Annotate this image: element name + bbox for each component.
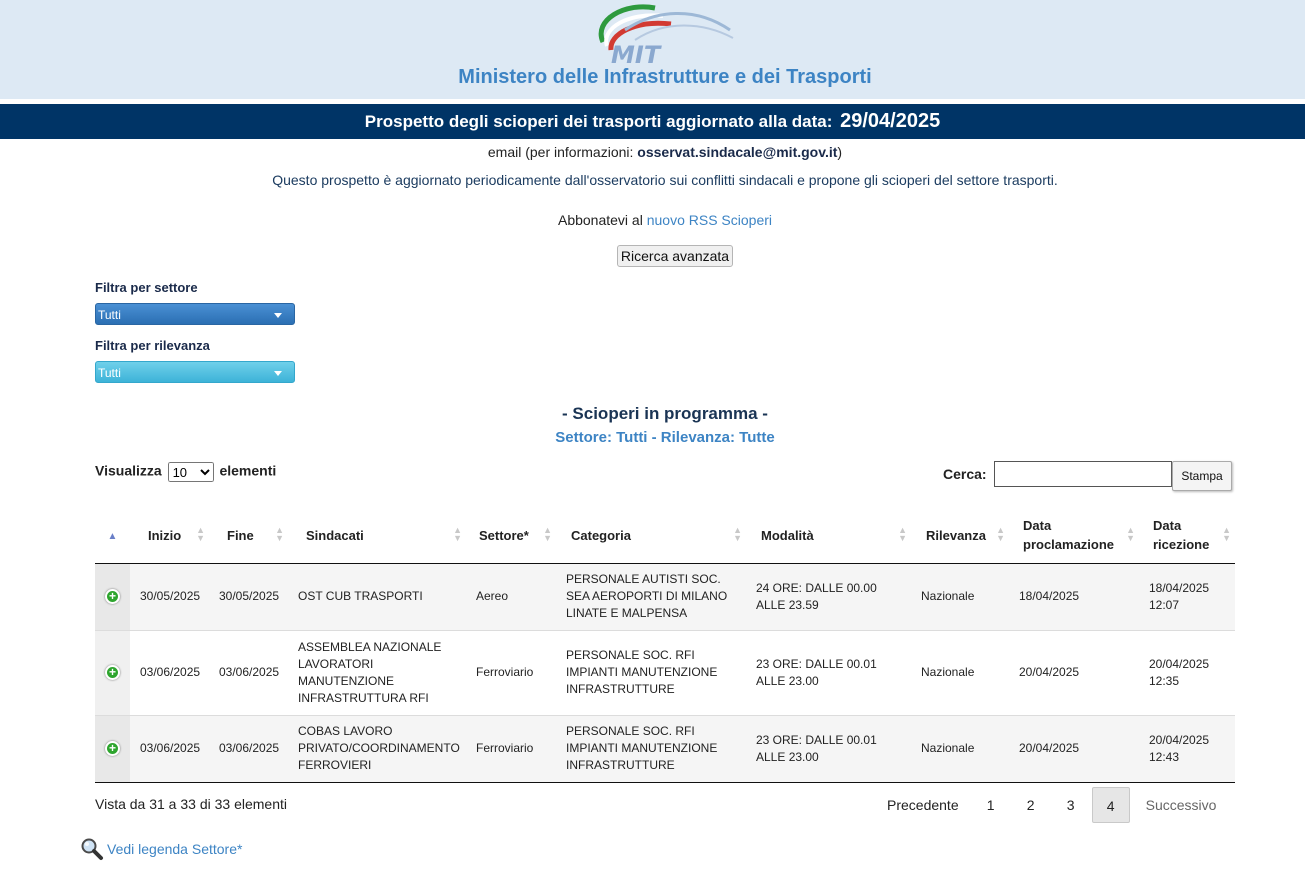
update-date: 29/04/2025 [840, 110, 941, 132]
sort-icon: ▲ ▼ [898, 525, 907, 543]
cell-settore: Aereo [466, 563, 556, 630]
column-header-fine[interactable]: Fine ▲ ▼ [209, 508, 288, 563]
rss-link[interactable]: nuovo RSS Scioperi [646, 212, 773, 228]
sort-icon: ▲ ▼ [543, 525, 552, 543]
pagination-page-3[interactable]: 3 [1066, 797, 1075, 813]
sector-filter-label: Filtra per settore [95, 280, 198, 295]
table-header-row [95, 508, 1235, 563]
table-info: Vista da 31 a 33 di 33 elementi [95, 796, 287, 812]
pagination-previous[interactable]: Precedente [887, 797, 959, 813]
table-row[interactable] [95, 715, 1235, 782]
sector-filter-value: Tutti [98, 308, 121, 322]
magnifier-icon [80, 837, 104, 861]
banner-title: Prospetto degli scioperi dei trasporti aggiornato alla data: [364, 112, 833, 131]
relevance-filter-value: Tutti [98, 366, 121, 380]
pagination [875, 787, 1228, 823]
sort-icon: ▲ ▼ [1126, 525, 1135, 543]
column-header-settore[interactable]: Settore* ▲ ▼ [466, 508, 556, 563]
pagination-page-4[interactable]: 4 [1092, 787, 1130, 823]
cell-fine: 30/05/2025 [209, 563, 288, 630]
row-expand-cell[interactable] [95, 563, 130, 630]
cell-inizio: 03/06/2025 [130, 630, 209, 715]
sort-asc-icon: ▲ [107, 530, 118, 542]
legend-link-row[interactable] [80, 837, 242, 861]
column-header-sindacati[interactable]: Sindacati ▲ ▼ [288, 508, 466, 563]
logo-text: MIT [611, 41, 661, 66]
sort-icon: ▲ ▼ [996, 525, 1005, 543]
cell-settore: Ferroviario [466, 715, 556, 782]
cell-modalita: 23 ORE: DALLE 00.01 ALLE 23.00 [746, 630, 911, 715]
cell-modalita: 23 ORE: DALLE 00.01 ALLE 23.00 [746, 715, 911, 782]
cell-proclamazione: 20/04/2025 [1009, 715, 1139, 782]
page-length-control [95, 462, 276, 482]
cell-proclamazione: 20/04/2025 [1009, 630, 1139, 715]
expand-plus-icon[interactable]: + [105, 589, 120, 604]
contact-prefix: email (per informazioni: [487, 144, 634, 160]
column-header-modalita[interactable]: Modalità ▲ ▼ [746, 508, 911, 563]
expand-plus-icon[interactable]: + [105, 741, 120, 756]
cell-ricezione: 18/04/2025 12:07 [1139, 563, 1235, 630]
section-title: - Scioperi in programma - [562, 404, 768, 423]
sector-filter-dropdown[interactable] [95, 303, 295, 325]
expand-plus-icon[interactable]: + [105, 665, 120, 680]
contact-suffix: ) [837, 144, 843, 160]
cell-sindacati: COBAS LAVORO PRIVATO/COORDINAMENTO FERROVIERI [288, 715, 466, 782]
cell-ricezione: 20/04/2025 12:35 [1139, 630, 1235, 715]
strikes-table [95, 508, 1235, 783]
cell-categoria: PERSONALE SOC. RFI IMPIANTI MANUTENZIONE INFRASTRUTTURE [556, 715, 746, 782]
cell-fine: 03/06/2025 [209, 630, 288, 715]
relevance-filter-dropdown[interactable] [95, 361, 295, 383]
cell-proclamazione: 18/04/2025 [1009, 563, 1139, 630]
update-banner [0, 104, 1305, 139]
pagination-next[interactable]: Successivo [1145, 797, 1217, 813]
row-expand-cell[interactable] [95, 630, 130, 715]
sort-icon: ▲ ▼ [275, 525, 284, 543]
cell-rilevanza: Nazionale [911, 563, 1009, 630]
expand-column-header[interactable] [95, 508, 130, 563]
search-input[interactable] [994, 461, 1172, 487]
rss-line [0, 212, 1305, 228]
row-expand-cell[interactable] [95, 715, 130, 782]
table-row[interactable] [95, 630, 1235, 715]
sort-icon: ▲ ▼ [1222, 525, 1231, 543]
rss-prefix: Abbonatevi al [557, 212, 643, 228]
advanced-search-button[interactable]: Ricerca avanzata [617, 245, 733, 267]
legend-link[interactable]: Vedi legenda Settore* [107, 841, 243, 857]
cell-modalita: 24 ORE: DALLE 00.00 ALLE 23.59 [746, 563, 911, 630]
section-subtitle: Settore: Tutti - Rilevanza: Tutte [555, 429, 775, 446]
column-header-categoria[interactable]: Categoria ▲ ▼ [556, 508, 746, 563]
pagination-page-1[interactable]: 1 [986, 797, 995, 813]
cell-rilevanza: Nazionale [911, 715, 1009, 782]
relevance-filter-label: Filtra per rilevanza [95, 338, 210, 353]
cell-rilevanza: Nazionale [911, 630, 1009, 715]
chevron-down-icon [274, 313, 282, 318]
cell-inizio: 30/05/2025 [130, 563, 209, 630]
column-header-inizio[interactable]: Inizio ▲ ▼ [130, 508, 209, 563]
cell-sindacati: OST CUB TRASPORTI [288, 563, 466, 630]
ministry-title: Ministero delle Infrastrutture e dei Trasporti [458, 66, 872, 88]
pagination-page-2[interactable]: 2 [1026, 797, 1035, 813]
cell-sindacati: ASSEMBLEA NAZIONALE LAVORATORI MANUTENZIONE INFRASTRUTTURA RFI [288, 630, 466, 715]
cell-fine: 03/06/2025 [209, 715, 288, 782]
cell-categoria: PERSONALE SOC. RFI IMPIANTI MANUTENZIONE INFRASTRUTTURE [556, 630, 746, 715]
cell-settore: Ferroviario [466, 630, 556, 715]
sort-icon: ▲ ▼ [196, 525, 205, 543]
column-header-rilevanza[interactable]: Rilevanza ▲ ▼ [911, 508, 1009, 563]
sort-icon: ▲ ▼ [453, 525, 462, 543]
column-header-ricezione[interactable]: Data ricezione ▲ ▼ [1139, 508, 1235, 563]
print-button[interactable]: Stampa [1172, 461, 1232, 491]
page-length-suffix: elementi [219, 462, 277, 479]
page-length-prefix: Visualizza [95, 462, 162, 479]
page-length-select[interactable] [168, 462, 214, 482]
cell-ricezione: 20/04/2025 12:43 [1139, 715, 1235, 782]
table-row[interactable] [95, 563, 1235, 630]
chevron-down-icon [274, 371, 282, 376]
intro-text: Questo prospetto è aggiornato periodicamente dall'osservatorio sui conflitti sindacali e propone gli scioperi del settore trasporti. [272, 172, 1058, 188]
search-label: Cerca: [943, 466, 987, 482]
contact-line [0, 144, 1305, 160]
cell-categoria: PERSONALE AUTISTI SOC. SEA AEROPORTI DI MILANO LINATE E MALPENSA [556, 563, 746, 630]
contact-email: osservat.sindacale@mit.gov.it [637, 144, 838, 160]
cell-inizio: 03/06/2025 [130, 715, 209, 782]
column-header-proclamazione[interactable]: Data proclamazione ▲ ▼ [1009, 508, 1139, 563]
mit-logo [585, 0, 735, 66]
sort-icon: ▲ ▼ [733, 525, 742, 543]
